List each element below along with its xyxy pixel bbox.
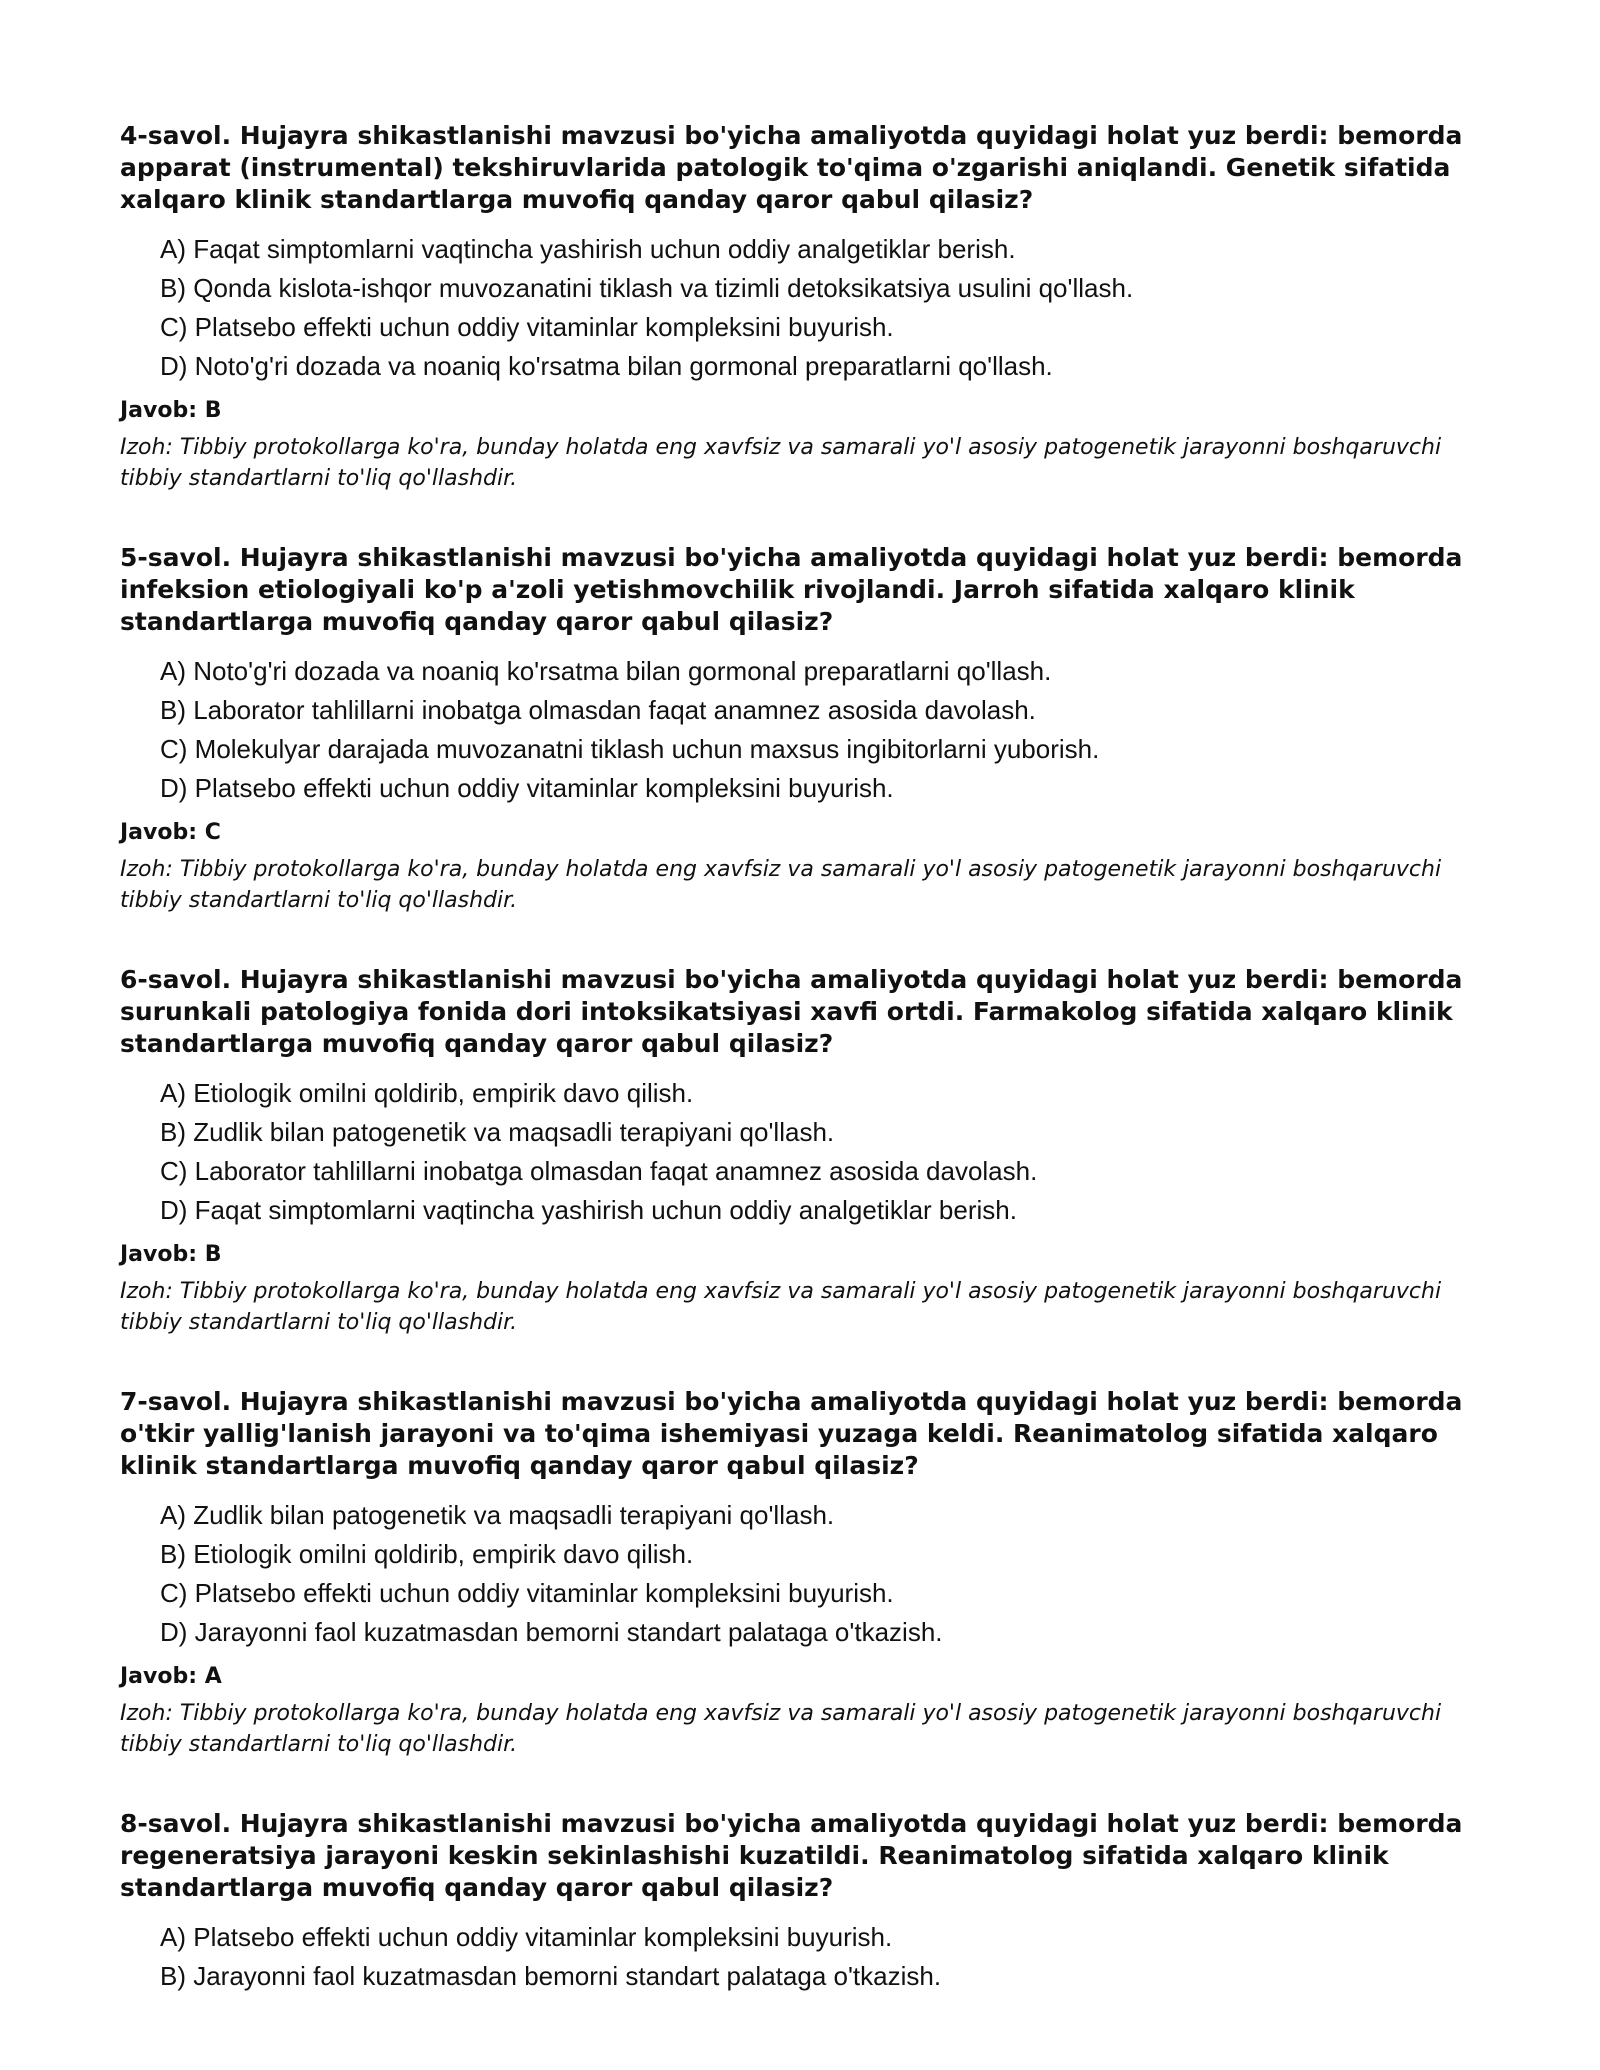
option-b: B) Qonda kislota-ishqor muvozanatini tiklash va tizimli detoksikatsiya usulini qo'llash. <box>160 273 1134 303</box>
option-a: A) Noto'g'ri dozada va noaniq ko'rsatma bilan gormonal preparatlarni qo'llash. <box>160 656 1052 686</box>
answer-label: Javob: B <box>120 398 222 423</box>
explanation-text: Izoh: Tibbiy protokollarga ko'ra, bunday holatda eng xavfsiz va samarali yo'l asosiy patogenetik jarayonni boshqaruvchi tibbiy standartlarni to'liq qo'llashdir. <box>120 1279 1442 1335</box>
option-a: A) Zudlik bilan patogenetik va maqsadli terapiyani qo'llash. <box>160 1500 835 1530</box>
explanation-text: Izoh: Tibbiy protokollarga ko'ra, bunday holatda eng xavfsiz va samarali yo'l asosiy patogenetik jarayonni boshqaruvchi tibbiy standartlarni to'liq qo'llashdir. <box>120 435 1442 491</box>
option-b: B) Laborator tahlillarni inobatga olmasdan faqat anamnez asosida davolash. <box>160 695 1036 725</box>
question-text: 8-savol. Hujayra shikastlanishi mavzusi bo'yicha amaliyotda quyidagi holat yuz berdi: bemorda regeneratsiya jarayoni keskin sekinlashishi kuzatildi. Reanimatolog sifatida xalqaro klinik standartlarga muvofiq qanday qaror qabul qilasiz? <box>120 1809 1463 1902</box>
option-d: D) Faqat simptomlarni vaqtincha yashirish uchun oddiy analgetiklar berish. <box>160 1195 1017 1225</box>
option-b: B) Zudlik bilan patogenetik va maqsadli terapiyani qo'llash. <box>160 1117 835 1147</box>
question-block-6 <box>120 964 1480 1338</box>
option-c: C) Laborator tahlillarni inobatga olmasdan faqat anamnez asosida davolash. <box>160 1156 1038 1186</box>
explanation-text: Izoh: Tibbiy protokollarga ko'ra, bunday holatda eng xavfsiz va samarali yo'l asosiy patogenetik jarayonni boshqaruvchi tibbiy standartlarni to'liq qo'llashdir. <box>120 857 1442 913</box>
option-a: A) Platsebo effekti uchun oddiy vitaminlar kompleksini buyurish. <box>160 1922 893 1952</box>
question-block-8 <box>120 1808 1480 1996</box>
options-list <box>120 1918 1480 1996</box>
question-text: 7-savol. Hujayra shikastlanishi mavzusi bo'yicha amaliyotda quyidagi holat yuz berdi: bemorda o'tkir yallig'lanish jarayoni va to'qima ishemiyasi yuzaga keldi. Reanimatolog sifatida xalqaro klinik standartlarga muvofiq qanday qaror qabul qilasiz? <box>120 1387 1463 1480</box>
question-block-7 <box>120 1386 1480 1760</box>
options-list <box>120 1074 1480 1230</box>
option-b: B) Jarayonni faol kuzatmasdan bemorni standart palataga o'tkazish. <box>160 1961 942 1991</box>
answer-label: Javob: A <box>120 1664 222 1689</box>
option-d: D) Platsebo effekti uchun oddiy vitaminlar kompleksini buyurish. <box>160 773 894 803</box>
option-c: C) Platsebo effekti uchun oddiy vitaminlar kompleksini buyurish. <box>160 1578 894 1608</box>
option-d: D) Noto'g'ri dozada va noaniq ko'rsatma bilan gormonal preparatlarni qo'llash. <box>160 351 1053 381</box>
answer-label: Javob: C <box>120 820 221 845</box>
question-text: 5-savol. Hujayra shikastlanishi mavzusi bo'yicha amaliyotda quyidagi holat yuz berdi: bemorda infeksion etiologiyali ko'p a'zoli yetishmovchilik rivojlandi. Jarroh sifatida xalqaro klinik standartlarga muvofiq qanday qaror qabul qilasiz? <box>120 543 1463 636</box>
explanation-text: Izoh: Tibbiy protokollarga ko'ra, bunday holatda eng xavfsiz va samarali yo'l asosiy patogenetik jarayonni boshqaruvchi tibbiy standartlarni to'liq qo'llashdir. <box>120 1701 1442 1757</box>
option-a: A) Etiologik omilni qoldirib, empirik davo qilish. <box>160 1078 694 1108</box>
options-list <box>120 230 1480 386</box>
option-c: C) Molekulyar darajada muvozanatni tiklash uchun maxsus ingibitorlarni yuborish. <box>160 734 1100 764</box>
answer-label: Javob: B <box>120 1242 222 1267</box>
option-b: B) Etiologik omilni qoldirib, empirik davo qilish. <box>160 1539 694 1569</box>
option-c: C) Platsebo effekti uchun oddiy vitaminlar kompleksini buyurish. <box>160 312 894 342</box>
question-text: 4-savol. Hujayra shikastlanishi mavzusi bo'yicha amaliyotda quyidagi holat yuz berdi: bemorda apparat (instrumental) tekshiruvlarida patologik to'qima o'zgarishi aniqlandi. Genetik sifatida xalqaro klinik standartlarga muvofiq qanday qaror qabul qilasiz? <box>120 121 1463 214</box>
question-block-5 <box>120 542 1480 916</box>
options-list <box>120 1496 1480 1652</box>
document-page <box>120 120 1480 2044</box>
question-block-4 <box>120 120 1480 494</box>
options-list <box>120 652 1480 808</box>
option-d: D) Jarayonni faol kuzatmasdan bemorni standart palataga o'tkazish. <box>160 1617 943 1647</box>
question-text: 6-savol. Hujayra shikastlanishi mavzusi bo'yicha amaliyotda quyidagi holat yuz berdi: bemorda surunkali patologiya fonida dori intoksikatsiyasi xavfi ortdi. Farmakolog sifatida xalqaro klinik standartlarga muvofiq qanday qaror qabul qilasiz? <box>120 965 1463 1058</box>
option-a: A) Faqat simptomlarni vaqtincha yashirish uchun oddiy analgetiklar berish. <box>160 234 1016 264</box>
